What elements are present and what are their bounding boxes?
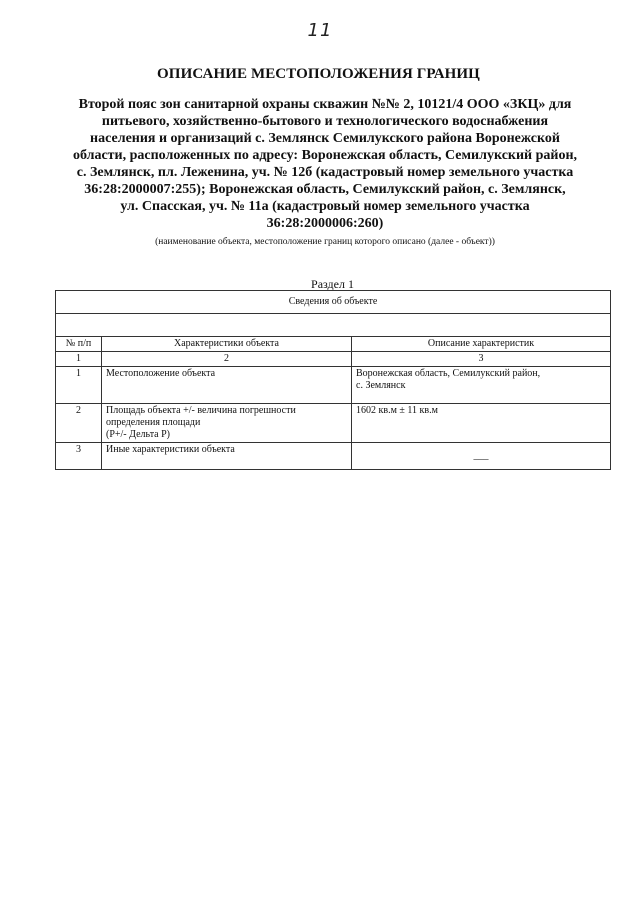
column-header-characteristic: Характеристики объекта — [102, 337, 352, 352]
subtitle-line: области, расположенных по адресу: Воронежская область, Семилукский район, — [72, 148, 578, 163]
subtitle-line: населения и организаций с. Землянск Семилукского района Воронежской — [90, 131, 560, 146]
document-title: ОПИСАНИЕ МЕСТОПОЛОЖЕНИЯ ГРАНИЦ — [157, 66, 480, 82]
table-column-numbers-row — [56, 352, 611, 367]
subtitle-line: ул. Спасская, уч. № 11а (кадастровый номер земельного участка — [120, 199, 530, 214]
table-blank-cell — [56, 314, 611, 337]
column-header-number: № п/п — [56, 337, 102, 352]
subtitle-line: 36:28:2000006:260) — [266, 216, 384, 231]
table-header-row — [56, 337, 611, 352]
description-line: с. Землянск — [356, 380, 406, 391]
table-blank-row — [56, 314, 611, 337]
row-characteristic: Местоположение объекта — [102, 367, 352, 404]
table-title-row — [56, 291, 611, 314]
table-row — [56, 367, 611, 404]
page-number: 11 — [307, 20, 333, 41]
section-label: Раздел 1 — [311, 277, 354, 291]
table-row — [56, 404, 611, 443]
row-number: 1 — [56, 367, 102, 404]
subtitle-line: 36:28:2000007:255); Воронежская область, Семилукский район, с. Землянск, — [84, 182, 566, 197]
object-info-table — [55, 290, 611, 470]
row-description: 1602 кв.м ± 11 кв.м — [352, 404, 611, 443]
document-subtitle — [50, 96, 600, 232]
column-number: 2 — [102, 352, 352, 367]
characteristic-line: (Р+/- Дельта Р) — [106, 429, 171, 440]
column-header-description: Описание характеристик — [352, 337, 611, 352]
empty-value-dash: ___ — [473, 450, 489, 461]
object-caption: (наименование объекта, местоположение границ которого описано (далее - объект)) — [155, 237, 495, 247]
subtitle-line: Второй пояс зон санитарной охраны скважин №№ 2, 10121/4 ООО «ЗКЦ» для — [78, 97, 572, 112]
table-title: Сведения об объекте — [56, 291, 611, 314]
row-number: 3 — [56, 443, 102, 470]
subtitle-line: питьевого, хозяйственно-бытового и технологического водоснабжения — [101, 114, 549, 129]
row-characteristic: Иные характеристики объекта — [102, 443, 352, 470]
row-characteristic — [102, 404, 352, 443]
row-number: 2 — [56, 404, 102, 443]
row-description — [352, 443, 611, 470]
characteristic-line: определения площади — [106, 417, 201, 428]
row-description — [352, 367, 611, 404]
column-number: 3 — [352, 352, 611, 367]
subtitle-line: с. Землянск, пл. Леженина, уч. № 12б (кадастровый номер земельного участка — [76, 165, 574, 180]
characteristic-line: Площадь объекта +/- величина погрешности — [106, 405, 296, 416]
description-line: Воронежская область, Семилукский район, — [356, 368, 541, 379]
column-number: 1 — [56, 352, 102, 367]
table-row — [56, 443, 611, 470]
